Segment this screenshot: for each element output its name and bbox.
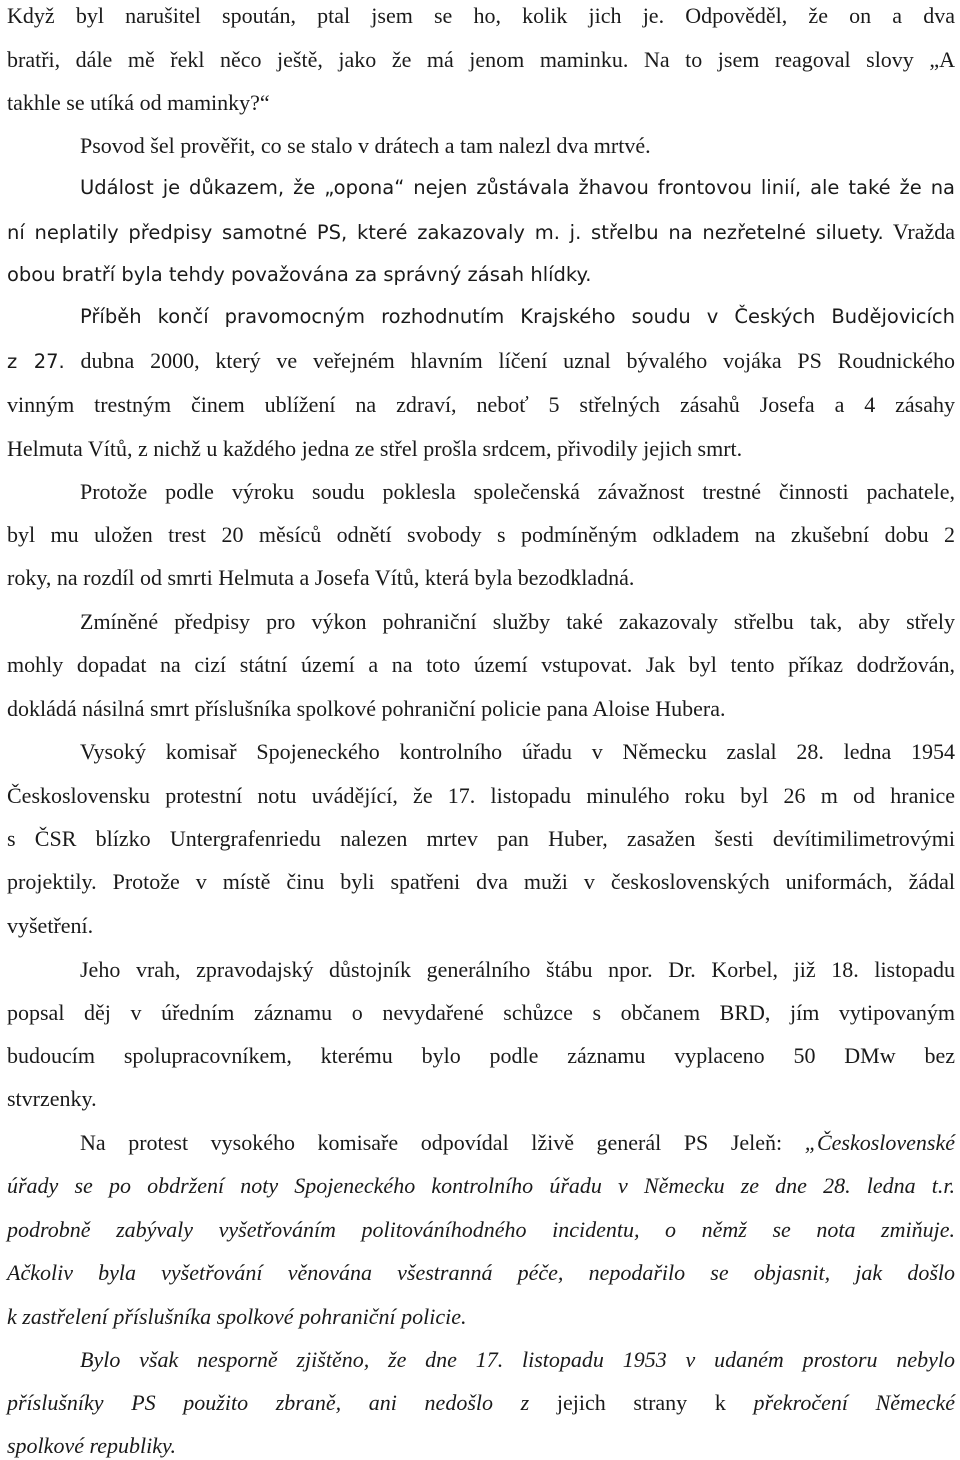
text-line: Psovod šel prověřit, co se stalo v drátech a tam nalezl dva mrtvé.	[80, 133, 651, 158]
text-line: s ČSR blízko Untergrafenriedu nalezen mrtev pan Huber, zasažen šesti devítimilimetrovými	[7, 826, 955, 851]
text-line: Když byl narušitel spoután, ptal jsem se ho, kolik jich je. Odpověděl, že on a dva	[7, 3, 955, 28]
text-line: vyšetření.	[7, 913, 94, 938]
text-line: takhle se utíká od maminky?“	[7, 90, 270, 115]
quote-line: k zastřelení příslušníka spolkové pohraniční policie.	[7, 1304, 467, 1329]
text-line: roky, na rozdíl od smrti Helmuta a Josefa Vítů, která byla bezodkladná.	[7, 565, 635, 590]
text-span: dubna 2000, který ve veřejném hlavním líčení uznal bývalého vojáka PS Roudnického	[80, 348, 956, 373]
quote-line: Bylo však nesporně zjištěno, že dne 17. listopadu 1953 v udaném prostoru nebylo	[80, 1347, 955, 1372]
quote-line: spolkové republiky.	[7, 1433, 177, 1458]
quote-line-mixed	[7, 1390, 955, 1416]
text-line: dokládá násilná smrt příslušníka spolkové pohraniční policie pana Aloise Hubera.	[7, 696, 726, 721]
text-span: ní neplatily předpisy samotné PS, které zakazovaly m. j. střelbu na nezřetelné siluety.	[7, 221, 884, 244]
text-span: z 27.	[7, 350, 65, 373]
text-line: Vysoký komisař Spojeneckého kontrolního úřadu v Německu zaslal 28. ledna 1954	[80, 739, 955, 764]
text-line: Helmuta Vítů, z nichž u každého jedna ze střel prošla srdcem, přivodily jejich smrt.	[7, 436, 743, 461]
quote-line: podrobně zabývaly vyšetřováním politováníhodného incidentu, o němž se nota zmiňuje.	[7, 1217, 955, 1242]
text-line: byl mu uložen trest 20 měsíců odnětí svobody s podmíněným odkladem na zkušební dobu 2	[7, 522, 955, 547]
quote-line: Ačkoliv byla vyšetřování věnována všestranná péče, nepodařilo se objasnit, jak došlo	[7, 1260, 955, 1285]
quote-span: „Československé	[804, 1130, 956, 1155]
text-line: popsal děj v úředním záznamu o nevydařené schůzce s občanem BRD, jím vytipovaným	[7, 1000, 955, 1025]
text-line: stvrzenky.	[7, 1086, 97, 1111]
text-span: Vražda	[892, 219, 956, 244]
text-span: jejich strany k	[556, 1390, 726, 1415]
text-line-mixed	[7, 348, 955, 375]
text-line: projektily. Protože v místě činu byli spatřeni dva muži v československých uniformách, žádal	[7, 869, 955, 894]
text-span: Na protest vysokého komisaře odpovídal lživě generál PS Jeleň:	[80, 1130, 783, 1155]
quote-span: překročení Německé	[753, 1390, 956, 1415]
quote-span: příslušníky PS použito zbraně, ani nedošlo z	[7, 1390, 530, 1415]
text-line-mixed	[80, 1130, 955, 1156]
text-line: budoucím spolupracovníkem, kterému bylo podle záznamu vyplaceno 50 DMw bez	[7, 1043, 955, 1068]
text-line: Zmíněné předpisy pro výkon pohraniční služby také zakazovaly střelbu tak, aby střely	[80, 609, 955, 634]
text-line: Jeho vrah, zpravodajský důstojník generálního štábu npor. Dr. Korbel, již 18. listopadu	[80, 957, 955, 982]
text-line: vinným trestným činem ublížení na zdraví, neboť 5 střelných zásahů Josefa a 4 zásahy	[7, 392, 955, 417]
text-line: bratři, dále mě řekl něco ještě, jako že má jenom maminku. Na to jsem reagoval slovy „A	[7, 47, 955, 72]
text-line: Protože podle výroku soudu poklesla společenská závažnost trestné činnosti pachatele,	[80, 479, 955, 504]
text-line: mohly dopadat na cizí státní území a na toto území vstupovat. Jak byl tento příkaz dodržován,	[7, 652, 955, 677]
text-line-mixed	[7, 219, 955, 246]
text-line: Československu protestní notu uvádějící, že 17. listopadu minulého roku byl 26 m od hranice	[7, 783, 955, 808]
text-line: obou bratří byla tehdy považována za správný zásah hlídky.	[7, 263, 592, 286]
quote-line: úřady se po obdržení noty Spojeneckého kontrolního úřadu v Německu ze dne 28. ledna t.r.	[7, 1173, 955, 1198]
text-line: Událost je důkazem, že „opona“ nejen zůstávala žhavou frontovou linií, ale také že na	[80, 176, 955, 199]
text-line: Příběh končí pravomocným rozhodnutím Krajského soudu v Českých Budějovicích	[80, 305, 955, 328]
